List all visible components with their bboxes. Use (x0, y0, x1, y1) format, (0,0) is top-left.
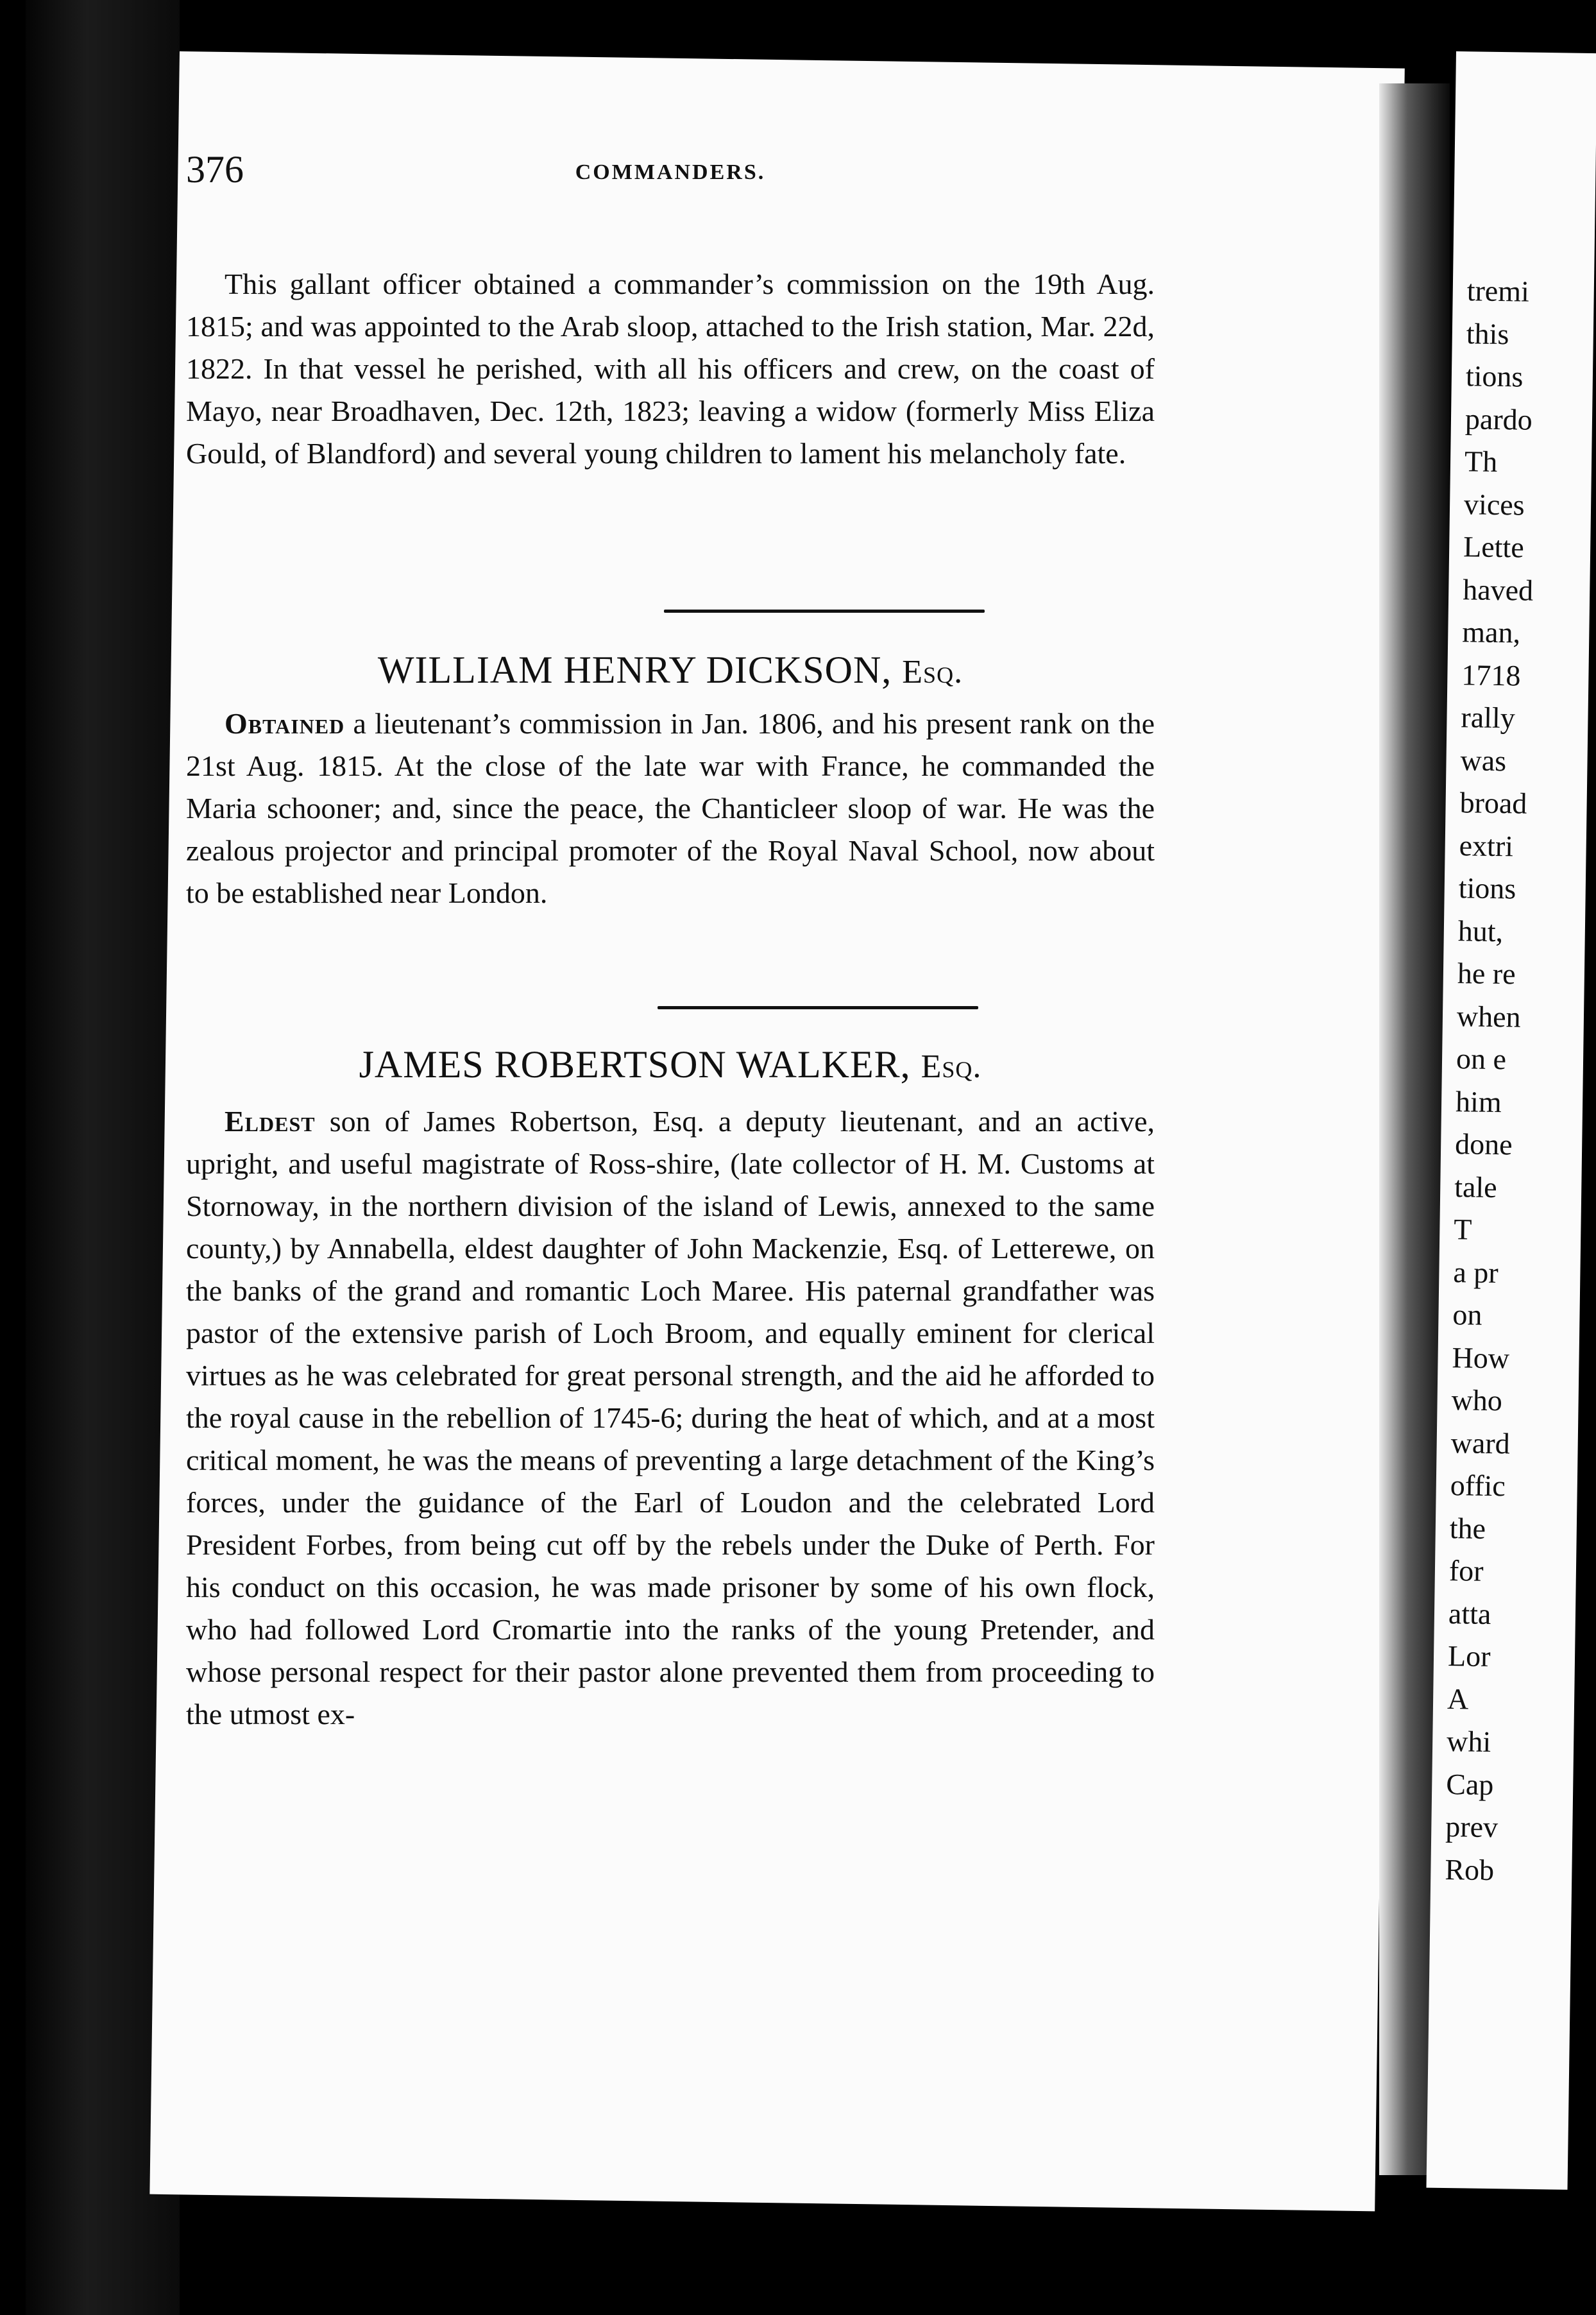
facing-page-line: How (1452, 1340, 1510, 1374)
facing-page-line: a pr (1453, 1255, 1499, 1289)
facing-page-line: vices (1463, 487, 1525, 522)
section-divider (664, 610, 985, 613)
facing-page-line: done (1454, 1127, 1513, 1161)
facing-page-line: Lette (1463, 530, 1525, 564)
facing-page-line: who (1451, 1383, 1503, 1417)
facing-page-line: T (1454, 1213, 1472, 1246)
facing-page-line: on (1452, 1298, 1482, 1331)
facing-page-line: haved (1462, 572, 1534, 607)
facing-page-line: him (1455, 1084, 1502, 1118)
heading-name: WILLIAM HENRY DICKSON, (377, 649, 892, 691)
paragraph-walker (186, 1100, 1155, 1736)
facing-page-line: this (1466, 316, 1509, 350)
facing-page-line: Cap (1445, 1767, 1494, 1801)
facing-page-line: 1718 (1461, 658, 1521, 692)
heading-dickson (186, 648, 1155, 692)
facing-page-line: ward (1450, 1426, 1511, 1460)
paragraph-gallant-officer (186, 263, 1155, 475)
facing-page-line: on e (1456, 1042, 1507, 1076)
facing-page-line: A (1447, 1682, 1469, 1716)
facing-page-line: man, (1462, 615, 1521, 649)
facing-page-line: whi (1446, 1725, 1491, 1759)
page-number: 376 (186, 148, 244, 191)
facing-page-line: broad (1459, 786, 1527, 820)
paragraph-text: a lieutenant’s commission in Jan. 1806, and his present rank on the 21st Aug. 1815. At the close of the late war with France, he commanded the Maria schooner; and, since the peace, the Chanticleer sloop of war. He was the zealous projector and principal promoter of the Royal Naval School, now about to be established near London. (186, 707, 1155, 909)
paragraph-lead: Eldest (225, 1105, 316, 1138)
facing-page-line: tions (1465, 359, 1524, 393)
facing-page-line: tions (1458, 871, 1516, 905)
running-head (186, 148, 1155, 218)
facing-page-line: when (1456, 999, 1521, 1034)
facing-page-line: tale (1454, 1170, 1498, 1204)
facing-page-line: atta (1448, 1596, 1491, 1630)
facing-page-line: he re (1457, 957, 1516, 991)
heading-walker (186, 1043, 1155, 1087)
paragraph-dickson (186, 703, 1155, 914)
paragraph-text: This gallant officer obtained a commander’s commission on the 19th Aug. 1815; and was appointed to the Arab sloop, attached to the Irish station, Mar. 22d, 1822. In that vessel he perished, with all his officers and crew, on the coast of Mayo, near Broadhaven, Dec. 12th, 1823; leaving a widow (formerly Miss Eliza Gould, of Blandford) and several young children to lament his melancholy fate. (186, 268, 1155, 470)
facing-page-line: offic (1450, 1469, 1506, 1503)
facing-page (1427, 51, 1596, 2190)
facing-page-line: hut, (1457, 914, 1504, 948)
facing-page-line: was (1460, 743, 1507, 777)
paragraph-lead: Obtained (225, 707, 345, 740)
facing-page-line: Lor (1447, 1639, 1491, 1673)
facing-page-line: pardo (1464, 402, 1533, 436)
section-divider (658, 1006, 978, 1009)
heading-name: JAMES ROBERTSON WALKER, (359, 1043, 911, 1086)
facing-page-line: Th (1464, 445, 1498, 478)
facing-page-line: tremi (1466, 274, 1530, 308)
facing-page-line: rally (1461, 701, 1516, 735)
paragraph-text: son of James Robertson, Esq. a deputy lieutenant, and an active, upright, and useful magistrate of Ross-shire, (late collector of H. M. Customs at Stornoway, in the northern division of the island of Lewis, annexed to the same county,) by Annabella, eldest daughter of John Mackenzie, Esq. of Letterewe, on the banks of the grand and romantic Loch Maree. His paternal grandfather was pastor of the extensive parish of Loch Broom, and equally eminent for clerical virtues as he was celebrated for great personal strength, and the aid he afforded to the royal cause in the rebellion of 1745-6; during the heat of which, and at a most critical moment, he was the means of preventing a large detachment of the King’s forces, under the guidance of the Earl of Loudon and the celebrated Lord President Forbes, from being cut off by the rebels under the Duke of Perth. For his conduct on this occasion, he was made prisoner by some of his own flock, who had followed Lord Cromartie into the ranks of the young Pretender, and whose personal respect for their pastor alone prevented them from proceeding to the utmost ex- (186, 1105, 1155, 1730)
facing-page-line: the (1449, 1511, 1486, 1545)
heading-esq: Esq. (921, 1048, 982, 1085)
facing-page-line: extri (1459, 828, 1514, 862)
heading-esq: Esq. (902, 654, 964, 690)
facing-page-line: Rob (1445, 1852, 1495, 1886)
facing-page-line: prev (1445, 1810, 1498, 1844)
facing-page-text (1445, 269, 1538, 1892)
facing-page-line: for (1448, 1554, 1484, 1587)
running-head-title: COMMANDERS. (575, 160, 766, 184)
